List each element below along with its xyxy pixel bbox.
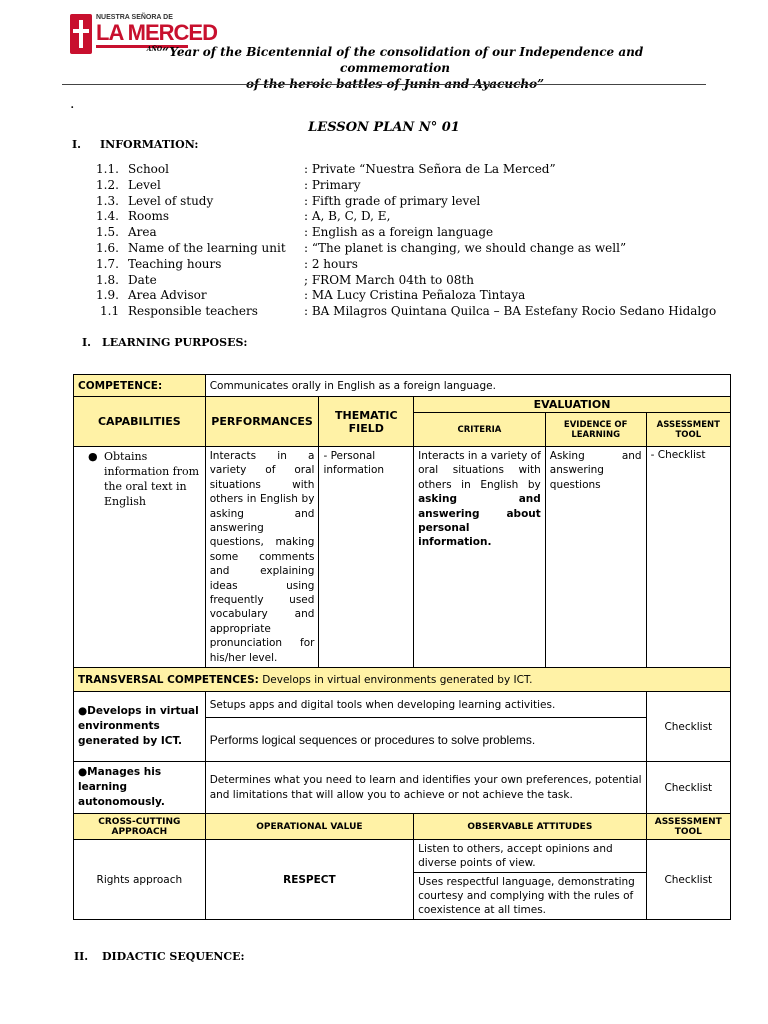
info-row	[100, 304, 760, 320]
learning-purposes-table	[73, 374, 731, 920]
info-num: 1.5.	[96, 225, 119, 240]
stray-dot: .	[70, 96, 75, 112]
section-information-label: INFORMATION:	[100, 138, 199, 151]
section-information-num: I.	[72, 138, 81, 151]
info-value: : MA Lucy Cristina Peñaloza Tintaya	[304, 288, 526, 303]
info-num: 1.3.	[96, 193, 119, 208]
bullet-icon: ●	[88, 450, 98, 463]
info-label: Level of study	[128, 193, 214, 208]
competence-value: Communicates orally in English as a foreign language.	[205, 375, 730, 397]
performance-cell: Interacts in a variety of oral situations with others in English by asking and answering questions, making some comments and explaining ideas using frequently used vocabulary and appropriate pronunciation for his/her level.	[205, 447, 319, 668]
info-num: 1.6.	[96, 241, 119, 255]
info-row	[96, 194, 756, 210]
motto-line1: “Year of the Bicentennial of the consolidation of our Independence and commemoration	[162, 45, 644, 75]
section-purposes-num: I.	[82, 336, 91, 349]
competence-label: COMPETENCE:	[74, 375, 206, 397]
info-num: 1.8.	[96, 272, 119, 287]
info-value: : Primary	[304, 177, 361, 192]
section-purposes-label: LEARNING PURPOSES:	[102, 336, 248, 349]
transversal-row	[74, 668, 731, 692]
criteria-plain: Interacts in a variety of oral situations with others in English by	[418, 450, 541, 491]
page-title: LESSON PLAN N° 01	[308, 120, 460, 135]
header-thematic-field: THEMATIC FIELD	[319, 397, 414, 447]
tool2-cell: Checklist	[646, 840, 730, 920]
info-label: School	[128, 162, 169, 176]
info-num: 1.1.	[96, 162, 119, 176]
info-value: ; FROM March 04th to 08th	[304, 272, 474, 287]
transversal-label: TRANSVERSAL COMPETENCES:	[78, 673, 259, 686]
info-value: : English as a foreign language	[304, 225, 494, 240]
header-rule	[62, 84, 706, 85]
header-capabilities: CAPABILITIES	[74, 397, 206, 447]
info-value: : 2 hours	[304, 256, 358, 271]
info-row	[96, 178, 756, 194]
info-num: 1.2.	[96, 177, 119, 192]
header-assessment-tool: ASSESSMENT TOOL	[646, 413, 730, 447]
info-num: 1.4.	[96, 209, 119, 224]
tool-cell: - Checklist	[646, 447, 730, 668]
criteria-cell	[414, 447, 546, 668]
t1-performance-a: Setups apps and digital tools when developing learning activities.	[205, 692, 646, 718]
info-row	[96, 209, 756, 225]
section-didactic-label: DIDACTIC SEQUENCE:	[102, 950, 245, 963]
attitude-1: Listen to others, accept opinions and diverse points of view.	[414, 840, 647, 873]
header-performances: PERFORMANCES	[205, 397, 319, 447]
info-num: 1.9.	[96, 288, 119, 303]
t2-performance: Determines what you need to learn and identifies your own preferences, potential and limitations that will allow you to achieve or not achieve the task.	[205, 762, 646, 814]
header-criteria: CRITERIA	[414, 413, 546, 447]
header-operational-value: OPERATIONAL VALUE	[205, 814, 413, 840]
value-cell: RESPECT	[205, 840, 413, 920]
info-value: : Fifth grade of primary level	[304, 193, 481, 208]
info-label: Level	[128, 177, 161, 192]
info-label: Area	[128, 225, 157, 240]
info-label: Date	[128, 272, 157, 287]
logo-line1: NUESTRA SEÑORA DE	[96, 14, 173, 21]
info-row	[96, 162, 756, 178]
shield-icon	[70, 14, 92, 54]
transversal-value: Develops in virtual environments generated by ICT.	[262, 673, 533, 686]
info-value: : Private “Nuestra Señora de La Merced”	[304, 162, 556, 176]
header-observable-attitudes: OBSERVABLE ATTITUDES	[414, 814, 647, 840]
info-label: Teaching hours	[128, 256, 222, 271]
info-row	[96, 273, 756, 289]
capability-cell	[74, 447, 206, 668]
info-label: Name of the learning unit	[128, 241, 286, 255]
t1-tool: Checklist	[646, 692, 730, 762]
logo-line2: LA MERCED	[96, 20, 217, 45]
header-evidence: EVIDENCE OF LEARNING	[545, 413, 646, 447]
info-value: : A, B, C, D, E,	[304, 209, 391, 224]
t2-tool: Checklist	[646, 762, 730, 814]
t2-capability-cell	[74, 762, 206, 814]
header-cross-cutting: CROSS-CUTTING APPROACH	[74, 814, 206, 840]
t1-capability: Develops in virtual environments generated by ICT.	[78, 705, 199, 748]
info-label: Rooms	[128, 209, 170, 224]
bullet-icon: ●	[78, 766, 88, 779]
info-row	[96, 288, 756, 304]
t1-performance-b: Performs logical sequences or procedures to solve problems.	[205, 718, 646, 762]
evidence-cell: Asking and answering questions	[545, 447, 646, 668]
capability-text: Obtains information from the oral text in English	[104, 450, 200, 508]
info-label: Responsible teachers	[128, 304, 258, 319]
info-row	[96, 225, 756, 241]
criteria-bold: asking and answering about personal information.	[418, 493, 541, 549]
motto-prefix: AÑO	[146, 46, 163, 53]
thematic-cell: - Personal information	[319, 447, 414, 668]
attitude-2: Uses respectful language, demonstrating courtesy and complying with the rules of coexistence at all times.	[414, 873, 647, 920]
motto-line2: of the heroic battles of Junin and Ayacucho”	[245, 77, 545, 91]
t1-capability-cell	[74, 692, 206, 762]
info-value: : “The planet is changing, we should change as well”	[304, 241, 627, 255]
approach-cell: Rights approach	[74, 840, 206, 920]
info-num: 1.1	[100, 304, 120, 319]
bullet-icon: ●	[78, 705, 88, 718]
info-row	[96, 257, 756, 273]
header-evaluation: EVALUATION	[414, 397, 731, 413]
header-assessment-tool-2: ASSESSMENT TOOL	[646, 814, 730, 840]
info-value: : BA Milagros Quintana Quilca – BA Estefany Rocio Sedano Hidalgo	[304, 304, 717, 319]
t2-capability: Manages his learning autonomously.	[78, 766, 165, 809]
info-label: Area Advisor	[128, 288, 207, 303]
info-row	[96, 241, 756, 257]
info-num: 1.7.	[96, 256, 119, 271]
section-didactic-num: II.	[74, 950, 89, 963]
